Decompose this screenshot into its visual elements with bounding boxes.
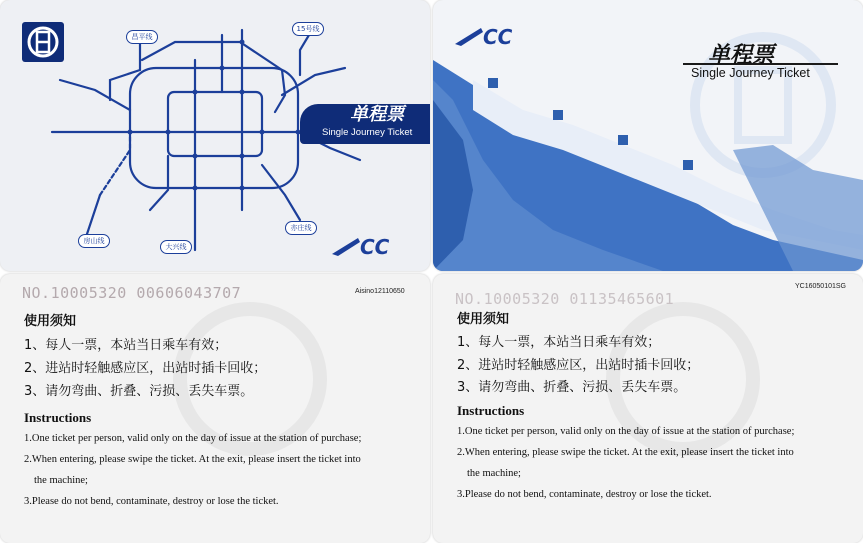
rule-zh-1: 1、每人一票，本站当日乘车有效； — [24, 338, 228, 353]
rule-en-1: 1.One ticket per person, valid only on the day of issue at the station of purchase; — [24, 433, 362, 444]
ticket-front-map-card — [0, 0, 430, 271]
acc-logo — [453, 22, 533, 50]
print-code: YC16050101SG — [795, 283, 846, 290]
acc-logo — [330, 232, 410, 260]
ticket-back-right-card — [433, 274, 863, 543]
heading-zh: 使用须知 — [457, 312, 510, 327]
rule-en-2: 2.When entering, please swipe the ticket. At the exit, please insert the ticket into — [24, 454, 361, 465]
ticket-back-left-card — [0, 274, 430, 543]
ticket-front-wall-card — [433, 0, 863, 271]
rule-en-2: 2.When entering, please swipe the ticket. At the exit, please insert the ticket into — [457, 447, 794, 458]
rule-en-3: 3.Please do not bend, contaminate, destroy or lose the ticket. — [457, 489, 712, 500]
line-badge-fangshan: 房山线 — [78, 234, 110, 248]
line-badge-15: 15号线 — [292, 22, 324, 36]
heading-zh: 使用须知 — [24, 314, 77, 329]
line-badge-daxing: 大兴线 — [160, 240, 192, 254]
title-zh: 单程票 — [350, 104, 404, 125]
heading-en: Instructions — [457, 403, 525, 418]
svg-text:CC: CC — [360, 235, 390, 259]
line-badge-changping: 昌平线 — [126, 30, 158, 44]
rule-zh-3: 3、请勿弯曲、折叠、污损、丢失车票。 — [24, 384, 254, 399]
print-code: Aisino12110650 — [355, 288, 405, 295]
rule-en-2-cont: the machine; — [467, 468, 521, 479]
rule-zh-2: 2、进站时轻触感应区，出站时插卡回收； — [457, 358, 700, 373]
serial-number: NO.10005320 00606043707 — [22, 284, 242, 302]
rule-en-1: 1.One ticket per person, valid only on the day of issue at the station of purchase; — [457, 426, 795, 437]
rule-zh-3: 3、请勿弯曲、折叠、污损、丢失车票。 — [457, 380, 687, 395]
rule-zh-1: 1、每人一票，本站当日乘车有效； — [457, 335, 661, 350]
line-badge-yizhuang: 亦庄线 — [285, 221, 317, 235]
rule-zh-2: 2、进站时轻触感应区，出站时插卡回收； — [24, 361, 267, 376]
title-zh: 单程票 — [708, 42, 775, 68]
title-en: Single Journey Ticket — [691, 66, 810, 80]
serial-number: NO.10005320 01135465601 — [455, 290, 675, 308]
svg-text:CC: CC — [483, 25, 513, 49]
rule-en-3: 3.Please do not bend, contaminate, destroy or lose the ticket. — [24, 496, 279, 507]
title-en: Single Journey Ticket — [322, 127, 413, 138]
heading-en: Instructions — [24, 410, 92, 425]
rule-en-2-cont: the machine; — [34, 475, 88, 486]
